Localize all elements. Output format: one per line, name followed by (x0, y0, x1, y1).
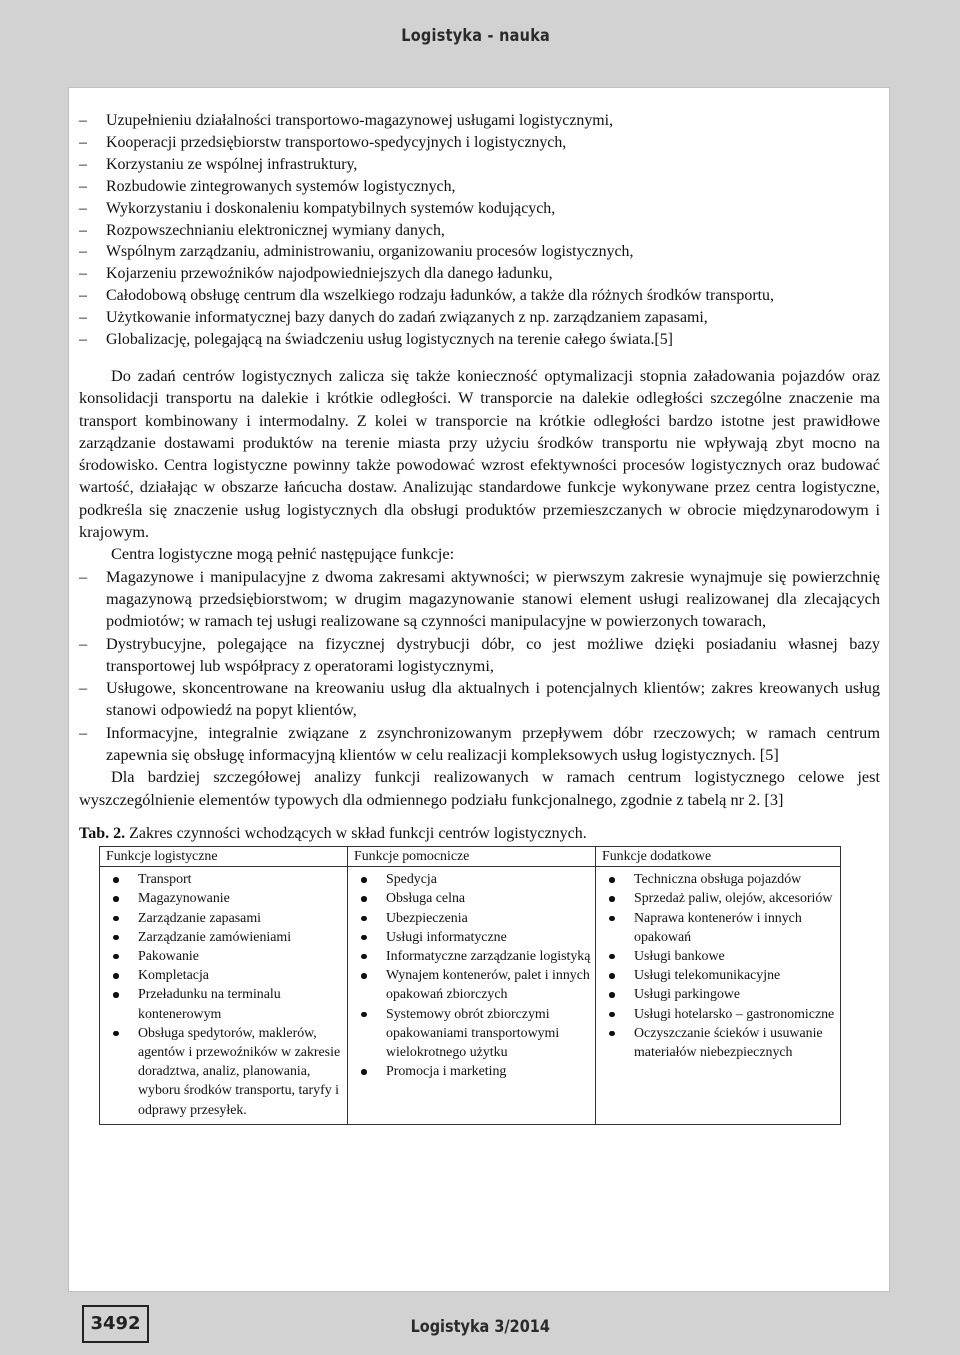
table-row (100, 867, 841, 1125)
bullet-item: Ubezpieczenia (350, 909, 591, 928)
bullet-item: Obsługa celna (350, 889, 591, 908)
bullet-item: Usługi informatyczne (350, 928, 591, 947)
bullet-item: Kompletacja (102, 966, 343, 985)
paragraph-table-intro: Dla bardziej szczegółowej analizy funkcji realizowanych w ramach centrum logistycznego celowe jest wyszczególnienie elementów typowych dla odmiennego podziału funkcjonalnego, zgodnie z tabelą nr 2. [3] (79, 767, 880, 809)
bullet-item: Systemowy obrót zbiorczymi opakowaniami transportowymi wielokrotnego użytku (350, 1005, 591, 1063)
bullet-item: Zarządzanie zapasami (102, 909, 343, 928)
bullet-item: Oczyszczanie ścieków i usuwanie materiałów niebezpiecznych (598, 1024, 836, 1062)
table-caption (79, 824, 880, 844)
bullet-item: Wynajem kontenerów, palet i innych opakowań zbiorczych (350, 966, 591, 1004)
bullet-item: Techniczna obsługa pojazdów (598, 870, 836, 889)
functions-dash-list (79, 566, 880, 767)
list-item: – Kojarzeniu przewoźników najodpowiedniejszych dla danego ładunku, (79, 263, 880, 285)
bullet-item: Zarządzanie zamówieniami (102, 928, 343, 947)
list-item: – Informacyjne, integralnie związane z zsynchronizowanym przepływem dóbr rzeczowych; w ramach centrum zapewnia się obsługę informacyjną klientów w celu realizacji kompleksowych usług logistycznych. [5] (79, 722, 880, 767)
intro-dash-list (79, 110, 880, 351)
bullet-item: Spedycja (350, 870, 591, 889)
page-number: 3492 (82, 1305, 149, 1343)
functions-table (99, 846, 841, 1125)
table-cell-auxiliary (348, 867, 596, 1125)
table-caption-text: Zakres czynności wchodzących w skład funkcji centrów logistycznych. (129, 824, 587, 842)
bullet-item: Informatyczne zarządzanie logistyką (350, 947, 591, 966)
list-item: – Uzupełnieniu działalności transportowo-magazynowej usługami logistycznymi, (79, 110, 880, 132)
list-item: – Magazynowe i manipulacyjne z dwoma zakresami aktywności; w pierwszym zakresie wynajmuje się powierzchnię magazynową przedsiębiorstwom; w drugim magazynowanie stanowi element usługi realizowanej dla zlecających podmiotów; w ramach tej usługi realizowane są czynności manipulacyjne w powierzonych towarach, (79, 566, 880, 633)
table-header-cell: Funkcje logistyczne (100, 846, 348, 866)
list-item: – Wspólnym zarządzaniu, administrowaniu, organizowaniu procesów logistycznych, (79, 241, 880, 263)
bullet-item: Usługi bankowe (598, 947, 836, 966)
paragraph-tasks: Do zadań centrów logistycznych zalicza się także konieczność optymalizacji stopnia załadowania pojazdów oraz konsolidacji transportu na dalekie i krótkie odległości. W transporcie na dalekie odległości szczególne znaczenie ma transport kombinowany i intermodalny. Z kolei w transporcie na krótkie odległości bardzo istotne jest prawidłowe zarządzanie dostawami produktów na terenie miasta przy użyciu środków transportu nie wpływają zbyt mocno na środowisko. Centra logistyczne powinny także powodować wzrost efektywności procesów logistycznych oraz budować wartość, działając w obszarze łańcucha dostaw. Analizując standardowe funkcje wykonywane przez centra logistyczne, podkreśla się znaczenie usług logistycznych dla obsługi produktów przemieszczanych w obrocie międzynarodowym i krajowym. (79, 365, 880, 542)
bullet-item: Pakowanie (102, 947, 343, 966)
list-item: – Globalizację, polegającą na świadczeniu usług logistycznych na terenie całego świata.[5] (79, 329, 880, 351)
table-header-cell: Funkcje dodatkowe (596, 846, 841, 866)
table-header-row (100, 846, 841, 866)
bullet-item: Magazynowanie (102, 889, 343, 908)
list-item: – Korzystaniu ze wspólnej infrastruktury, (79, 154, 880, 176)
bullet-item: Sprzedaż paliw, olejów, akcesoriów (598, 889, 836, 908)
list-item: – Dystrybucyjne, polegające na fizycznej dystrybucji dóbr, co jest możliwe dzięki posiadaniu własnej bazy transportowej lub współpracy z operatorami logistycznymi, (79, 633, 880, 678)
list-item: – Kooperacji przedsiębiorstw transportowo-spedycyjnych i logistycznych, (79, 132, 880, 154)
list-item: – Całodobową obsługę centrum dla wszelkiego rodzaju ładunków, a także dla różnych środków transportu, (79, 285, 880, 307)
page-sheet (68, 87, 890, 1292)
list-item: – Użytkowanie informatycznej bazy danych do zadań związanych z np. zarządzaniem zapasami, (79, 307, 880, 329)
bullet-item: Naprawa kontenerów i innych opakowań (598, 909, 836, 947)
bullet-item: Usługi parkingowe (598, 985, 836, 1004)
bullet-item: Transport (102, 870, 343, 889)
list-item: – Rozbudowie zintegrowanych systemów logistycznych, (79, 176, 880, 198)
bullet-item: Przeładunku na terminalu kontenerowym (102, 985, 343, 1023)
list-item: – Wykorzystaniu i doskonaleniu kompatybilnych systemów kodujących, (79, 198, 880, 220)
list-item: – Rozpowszechnianiu elektronicznej wymiany danych, (79, 220, 880, 242)
table-caption-label: Tab. 2. (79, 824, 126, 842)
article-body (79, 110, 880, 1125)
list-item: – Usługowe, skoncentrowane na kreowaniu usług dla aktualnych i potencjalnych klientów; zakres kreowanych usług stanowi odpowiedź na popyt klientów, (79, 677, 880, 722)
header-title: Logistyka - nauka (401, 26, 550, 46)
table-header-cell: Funkcje pomocnicze (348, 846, 596, 866)
bullet-item: Promocja i marketing (350, 1062, 591, 1081)
bullet-item: Usługi hotelarsko – gastronomiczne (598, 1005, 836, 1024)
bullet-item: Usługi telekomunikacyjne (598, 966, 836, 985)
table-cell-additional (596, 867, 841, 1125)
table-cell-logistic (100, 867, 348, 1125)
paragraph-functions-intro: Centra logistyczne mogą pełnić następujące funkcje: (111, 544, 455, 564)
footer-journal-title: Logistyka 3/2014 (410, 1317, 550, 1337)
bullet-item: Obsługa spedytorów, maklerów, agentów i przewoźników w zakresie doradztwa, analiz, planowania, wyboru środków transportu, taryfy i odprawy przesyłek. (102, 1024, 343, 1120)
